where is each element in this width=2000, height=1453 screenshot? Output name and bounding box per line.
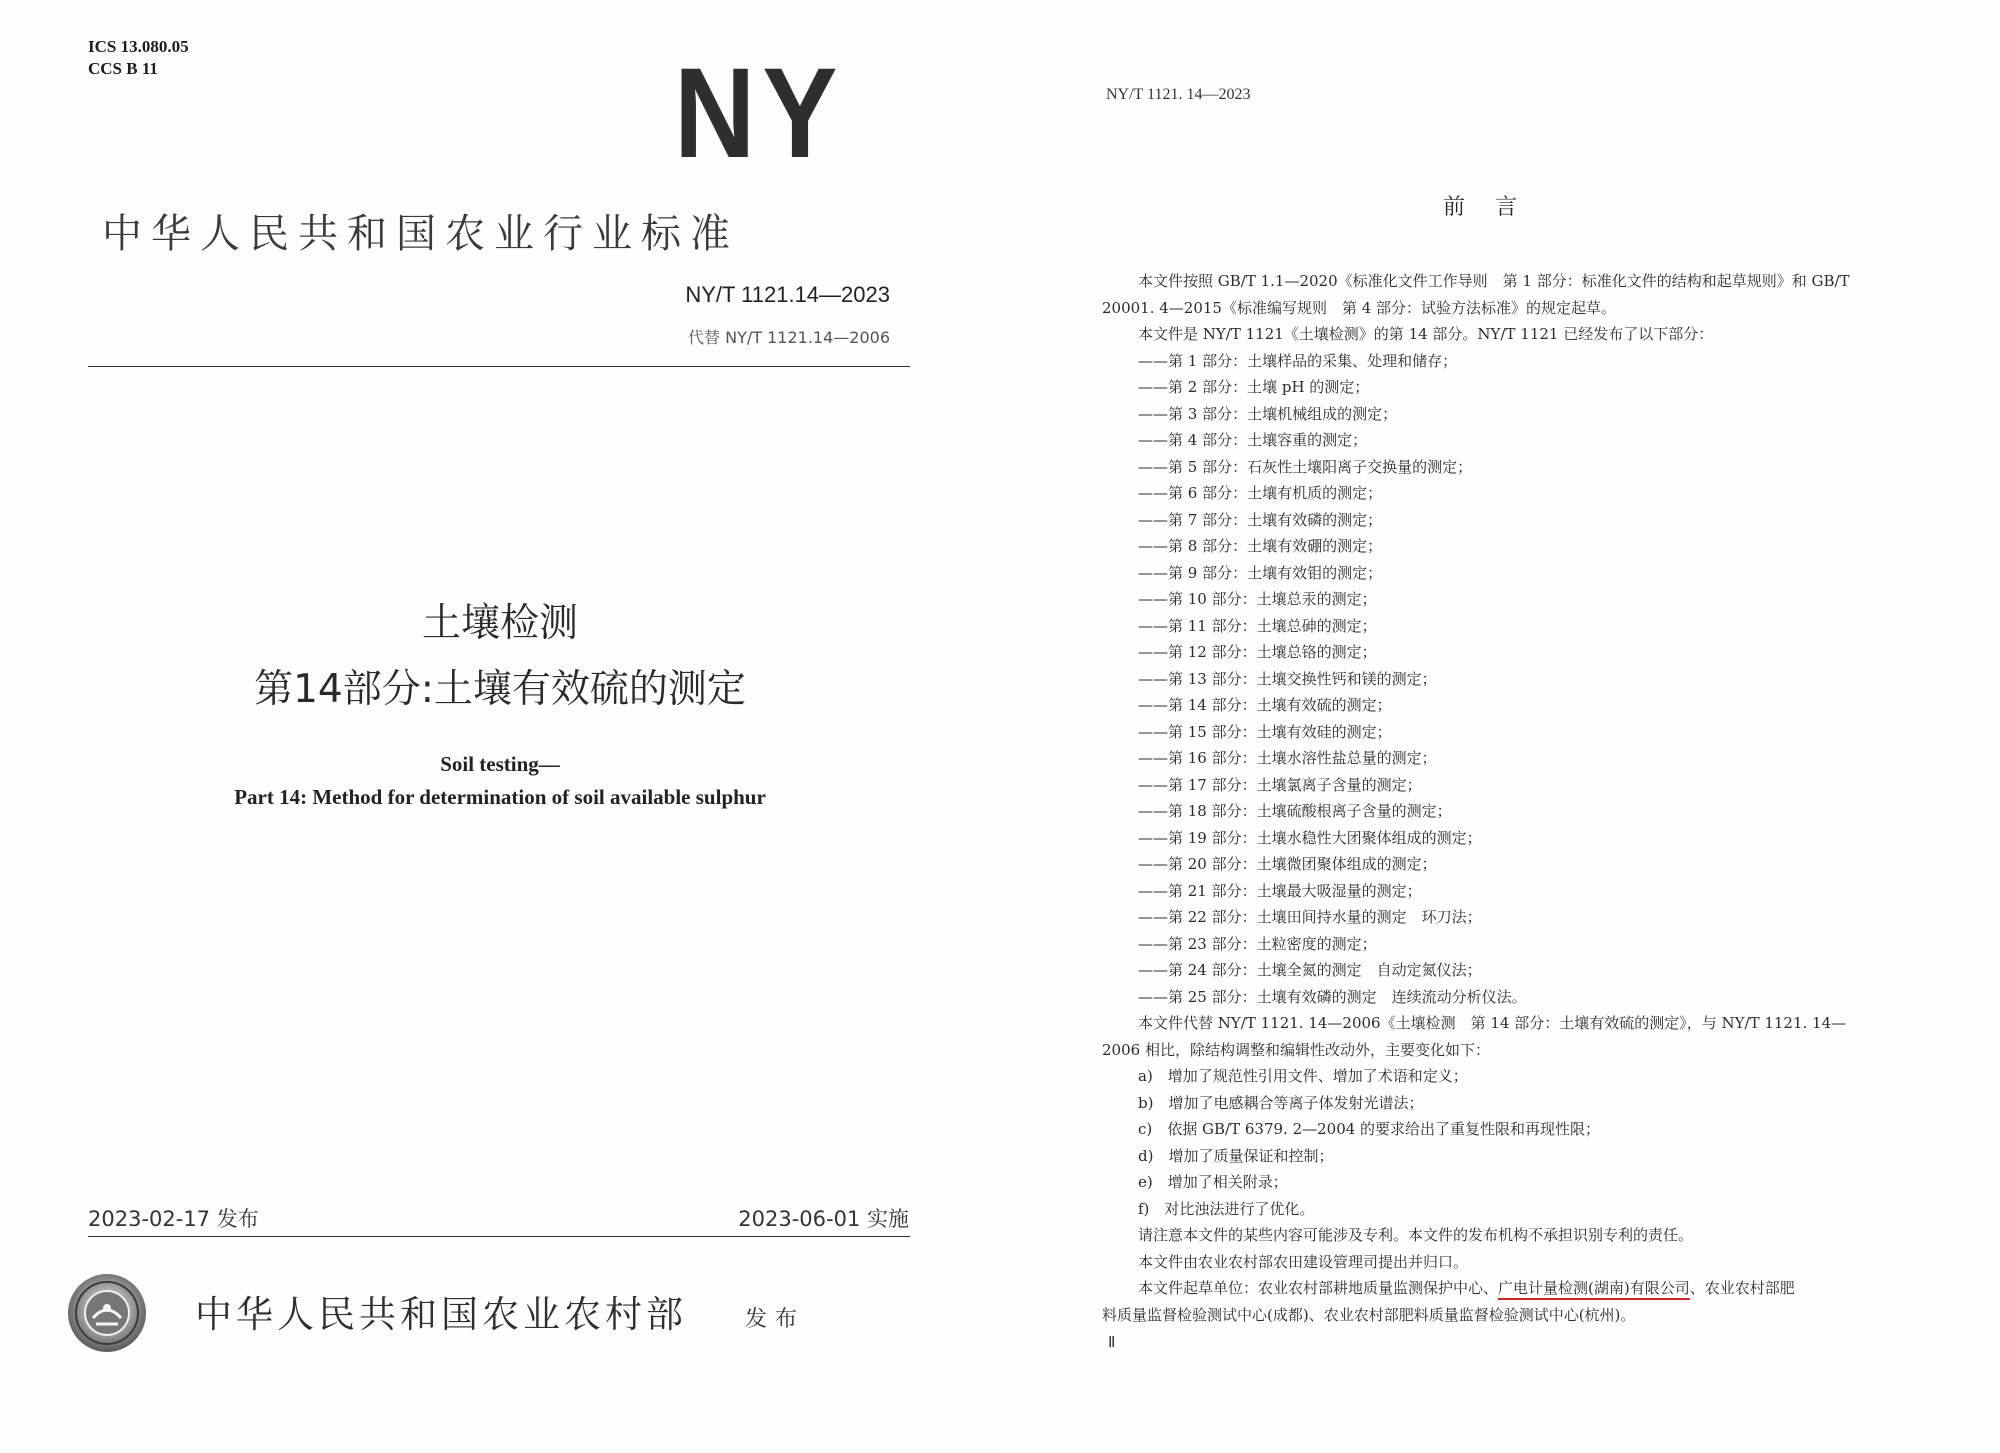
drafting-prefix: 本文件起草单位：农业农村部耕地质量监测保护中心、 [1138,1279,1499,1297]
title-en-part: Part 14: Method for determination of soil available sulphur [234,785,766,809]
foreword-line: ——第 7 部分：土壤有效磷的测定； [1138,510,1383,529]
foreword-line: ——第 18 部分：土壤硫酸根离子含量的测定； [1138,802,1452,820]
foreword-line: 本文件由农业农村部农田建设管理司提出并归口。 [1138,1252,1469,1271]
foreword-line: ——第 3 部分：土壤机械组成的测定； [1138,404,1398,423]
drafting-units-line [1102,1275,1914,1302]
standard-number: NY/T 1121.14—2023 [685,282,890,307]
foreword-line: ——第 6 部分：土壤有机质的测定； [1138,484,1383,502]
foreword-line: a) 增加了规范性引用文件、增加了术语和定义； [1138,1067,1468,1085]
top-divider [88,366,910,367]
classification-codes [88,36,189,80]
issue-verb: 发布 [745,1307,806,1332]
foreword-line: ——第 11 部分：土壤总砷的测定； [1138,616,1377,635]
drafting-units-line-2: 料质量监督检验测试中心(成都)、农业农村部肥料质量监督检验测试中心(杭州)。 [1102,1305,1636,1324]
foreword-line: ——第 10 部分：土壤总汞的测定； [1138,590,1377,608]
foreword-line: 本文件按照 GB/T 1.1—2020《标准化文件工作导则 第 1 部分：标准化文件的结构和起草规则》和 GB/T [1138,272,1850,290]
foreword-body [1102,268,1914,1328]
bottom-divider [88,1236,910,1237]
foreword-line: ——第 25 部分：土壤有效磷的测定 连续流动分析仪法。 [1138,987,1527,1006]
ics-code: ICS 13.080.05 [88,37,189,56]
foreword-line: 2006 相比，除结构调整和编辑性改动外，主要变化如下： [1102,1040,1490,1059]
title-cn-main: 土壤检测 [421,601,578,646]
foreword-line: ——第 14 部分：土壤有效硫的测定； [1138,696,1392,714]
foreword-line: ——第 9 部分：土壤有效钼的测定； [1138,563,1383,582]
highlighted-company: 广电计量检测(湖南)有限公司 [1498,1279,1690,1297]
foreword-line: ——第 2 部分：土壤 pH 的测定； [1138,378,1370,396]
page-number: Ⅱ [1108,1335,1116,1351]
foreword-line: ——第 15 部分：土壤有效硅的测定； [1138,722,1392,741]
foreword-line: ——第 4 部分：土壤容重的测定； [1138,431,1368,449]
foreword-title: 前言 [1442,195,1547,220]
foreword-line: ——第 16 部分：土壤水溶性盐总量的测定； [1138,749,1437,767]
foreword-line: ——第 8 部分：土壤有效硼的测定； [1138,537,1383,555]
ccs-code: CCS B 11 [88,59,158,78]
foreword-line: ——第 23 部分：土粒密度的测定； [1138,934,1377,953]
foreword-line: ——第 24 部分：土壤全氮的测定 自动定氮仪法； [1138,961,1482,979]
foreword-line: 本文件代替 NY/T 1121. 14—2006《土壤检测 第 14 部分：土壤有效硫的测定》，与 NY/T 1121. 14— [1138,1014,1847,1032]
foreword-line: c) 依据 GB/T 6379. 2—2004 的要求给出了重复性限和再现性限； [1138,1120,1601,1138]
foreword-line: ——第 20 部分：土壤微团聚体组成的测定； [1138,855,1437,873]
foreword-page [1000,0,2000,1453]
foreword-line: e) 增加了相关附录； [1138,1173,1288,1191]
foreword-line: b) 增加了电感耦合等离子体发射光谱法； [1138,1093,1424,1112]
foreword-line: ——第 22 部分：土壤田间持水量的测定 环刀法； [1138,908,1482,926]
foreword-line: ——第 12 部分：土壤总铬的测定； [1138,643,1377,661]
foreword-line: 请注意本文件的某些内容可能涉及专利。本文件的发布机构不承担识别专利的责任。 [1138,1226,1694,1244]
foreword-line: ——第 13 部分：土壤交换性钙和镁的测定； [1138,669,1437,688]
page-header: NY/T 1121. 14—2023 [1106,86,1251,103]
foreword-line: d) 增加了质量保证和控制； [1138,1146,1334,1165]
foreword-line: ——第 5 部分：石灰性土壤阳离子交换量的测定； [1138,457,1473,476]
standard-name: 中华人民共和国农业行业标准 [102,211,739,257]
foreword-line: ——第 1 部分：土壤样品的采集、处理和储存； [1138,351,1458,370]
issue-date: 2023-02-17 发布 [88,1207,259,1231]
foreword-line: 本文件是 NY/T 1121《土壤检测》的第 14 部分。NY/T 1121 已经发布了以下部分： [1138,325,1714,343]
foreword-line: ——第 19 部分：土壤水稳性大团聚体组成的测定； [1138,828,1482,847]
foreword-line: ——第 17 部分：土壤氯离子含量的测定； [1138,775,1422,794]
ministry-emblem-icon [66,1272,148,1354]
ny-logo: NY [674,42,845,185]
foreword-line: 20001. 4—2015《标准编写规则 第 4 部分：试验方法标准》的规定起草。 [1102,298,1617,317]
issuing-authority: 中华人民共和国农业农村部 [195,1293,687,1336]
foreword-line: ——第 21 部分：土壤最大吸湿量的测定； [1138,881,1422,900]
drafting-suffix: 、农业农村部肥 [1689,1279,1795,1297]
title-en-main: Soil testing— [440,752,560,776]
implement-date: 2023-06-01 实施 [738,1207,909,1231]
foreword-line: f) 对比浊法进行了优化。 [1138,1199,1315,1218]
title-cn-part: 第14部分:土壤有效硫的测定 [254,667,746,712]
replaces-note: 代替 NY/T 1121.14—2006 [688,328,890,347]
